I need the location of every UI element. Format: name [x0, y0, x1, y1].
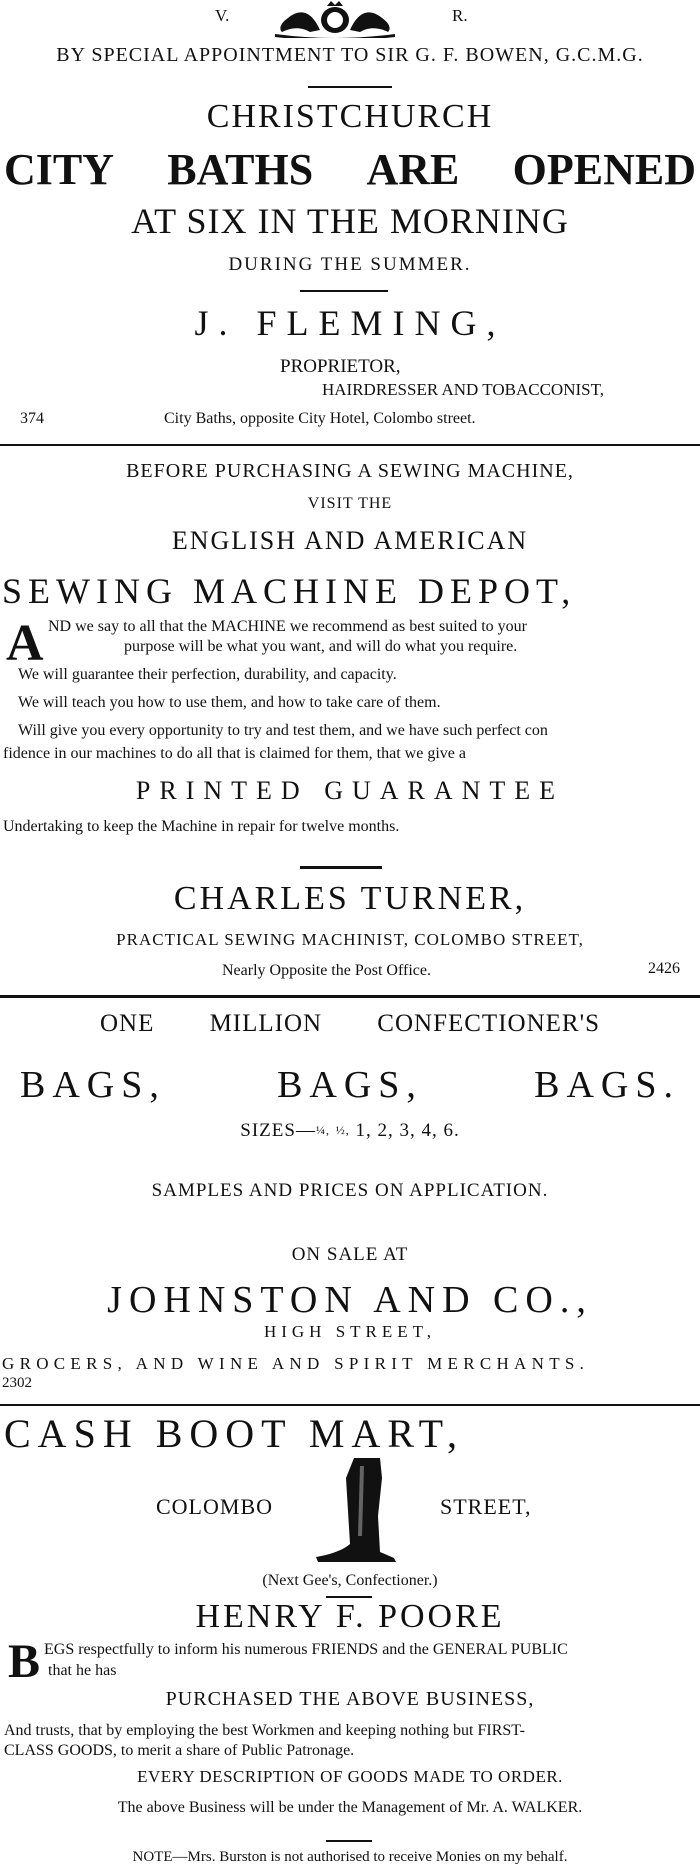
proprietor-name: J. FLEMING,	[194, 303, 506, 343]
column-divider	[0, 444, 700, 446]
crest-right-letter: R.	[452, 6, 468, 25]
crest-left-letter: V.	[215, 6, 230, 25]
headline-word-baths: BATHS	[167, 145, 314, 194]
next-gees-line: (Next Gee's, Confectioner.)	[262, 1572, 438, 1589]
ad-reference-number: 2426	[648, 960, 680, 977]
begs-paragraph-line: that he has	[48, 1662, 117, 1679]
size-quarter: ¼,	[315, 1123, 330, 1137]
sizes-label: SIZES—	[240, 1120, 316, 1141]
million-word: ONE	[100, 1010, 155, 1037]
opportunity-paragraph-line: fidence in our machines to do all that is claimed for them, that we give a	[3, 745, 466, 762]
visit-the-line: VISIT THE	[307, 495, 393, 512]
company-heading: JOHNSTON AND CO.,	[107, 1279, 593, 1321]
trusts-paragraph-line: And trusts, that by employing the best Workmen and keeping nothing but FIRST-	[4, 1722, 525, 1739]
proprietor-label: PROPRIETOR,	[280, 356, 401, 377]
sizes-rest: 1, 2, 3, 4, 6.	[355, 1120, 460, 1141]
divider-rule	[300, 866, 382, 869]
machinist-trade-line: PRACTICAL SEWING MACHINIST, COLOMBO STREET,	[116, 930, 584, 949]
column-divider	[0, 1404, 700, 1406]
drop-cap-b: B	[8, 1635, 41, 1688]
management-line: The above Business will be under the Management of Mr. A. WALKER.	[117, 1799, 583, 1816]
ad-reference-number: 374	[20, 410, 44, 427]
during-summer-line: DURING THE SUMMER.	[228, 254, 472, 275]
made-to-order-line: EVERY DESCRIPTION OF GOODS MADE TO ORDER.	[137, 1767, 563, 1786]
bags-word: BAGS,	[277, 1064, 423, 1106]
before-purchasing-line: BEFORE PURCHASING A SEWING MACHINE,	[126, 460, 574, 482]
machinist-name: CHARLES TURNER,	[173, 880, 527, 917]
depot-heading: SEWING MACHINE DEPOT,	[2, 571, 577, 611]
bags-word: BAGS.	[534, 1064, 680, 1106]
million-word: CONFECTIONER'S	[377, 1010, 600, 1037]
bags-word: BAGS,	[20, 1064, 166, 1106]
trusts-paragraph-line: CLASS GOODS, to merit a share of Public Patronage.	[4, 1742, 355, 1759]
column-divider	[0, 995, 700, 998]
headline-word-city: CITY	[4, 145, 115, 194]
company-street: HIGH STREET,	[263, 1322, 437, 1341]
appointment-line: BY SPECIAL APPOINTMENT TO SIR G. F. BOWEN, G.C.M.G.	[56, 44, 644, 66]
trade-line: HAIRDRESSER AND TOBACCONIST,	[322, 380, 604, 399]
on-sale-line: ON SALE AT	[291, 1244, 409, 1265]
intro-paragraph-line: ND we say to all that the MACHINE we recommend as best suited to your	[48, 618, 528, 635]
note-line: NOTE—Mrs. Burston is not authorised to receive Monies on my behalf.	[132, 1849, 568, 1865]
boot-mart-heading: CASH BOOT MART,	[4, 1411, 465, 1456]
opportunity-paragraph-line: Will give you every opportunity to try and test them, and we have such perfect con	[18, 722, 548, 739]
headline-word-opened: OPENED	[512, 145, 696, 194]
street-word: STREET,	[440, 1494, 532, 1519]
divider-rule	[308, 86, 392, 88]
owner-name: HENRY F. POORE	[195, 1598, 505, 1635]
million-word: MILLION	[209, 1010, 323, 1037]
printed-guarantee-heading: PRINTED GUARANTEE	[135, 776, 565, 805]
headline-word-are: ARE	[366, 145, 460, 194]
opening-hour-line: AT SIX IN THE MORNING	[131, 201, 569, 241]
english-american-line: ENGLISH AND AMERICAN	[171, 526, 529, 555]
samples-line: SAMPLES AND PRICES ON APPLICATION.	[151, 1180, 549, 1201]
undertaking-line: Undertaking to keep the Machine in repair for twelve months.	[3, 818, 400, 835]
boot-icon	[308, 1456, 400, 1564]
colombo-word: COLOMBO	[156, 1494, 274, 1519]
million-headline	[0, 1010, 700, 1038]
drop-cap-a: A	[6, 615, 44, 672]
purchased-business-line: PURCHASED THE ABOVE BUSINESS,	[165, 1688, 535, 1710]
ad-reference-number: 2302	[2, 1375, 32, 1391]
begs-paragraph-line: EGS respectfully to inform his numerous FRIENDS and the GENERAL PUBLIC	[44, 1641, 568, 1658]
machinist-address-line: Nearly Opposite the Post Office.	[222, 962, 431, 979]
intro-paragraph-line: purpose will be what you want, and will do what you require.	[124, 638, 518, 655]
sizes-line	[0, 1120, 700, 1142]
grocers-line: GROCERS, AND WINE AND SPIRIT MERCHANTS.	[2, 1354, 590, 1373]
guarantee-perfection-line: We will guarantee their perfection, durability, and capacity.	[18, 666, 397, 683]
teach-usage-line: We will teach you how to use them, and how to take care of them.	[18, 694, 441, 711]
bags-headline	[0, 1063, 700, 1107]
divider-rule	[300, 290, 388, 292]
royal-crest-icon	[270, 0, 400, 38]
address-line: City Baths, opposite City Hotel, Colombo street.	[164, 410, 476, 427]
city-baths-headline	[0, 144, 700, 195]
christchurch-heading: CHRISTCHURCH	[206, 98, 494, 135]
size-half: ½,	[335, 1123, 350, 1137]
divider-rule	[326, 1840, 372, 1842]
